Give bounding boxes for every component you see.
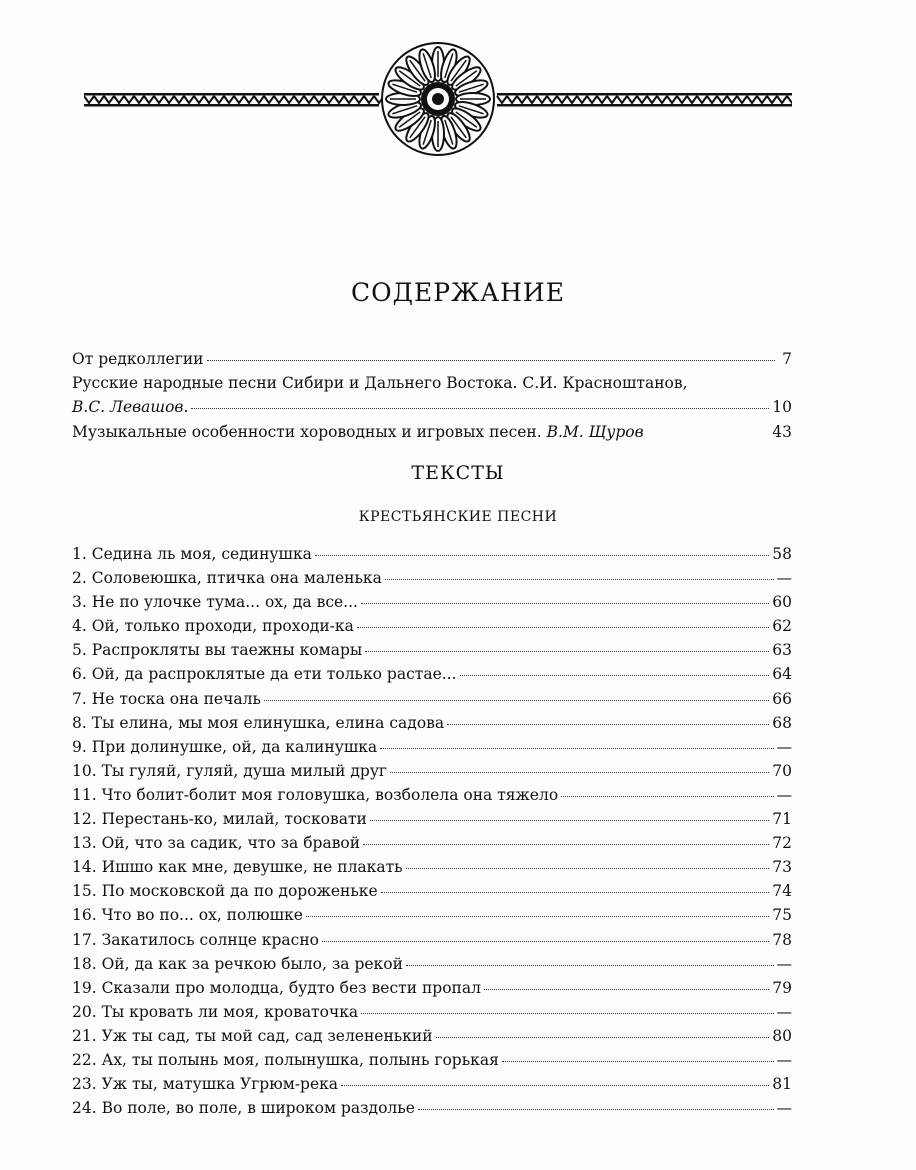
dot-leader: [306, 916, 769, 917]
song-title: 18. Ой, да как за речкою было, за рекой: [72, 954, 403, 973]
toc-entry-song: [72, 1075, 792, 1099]
page-number: 58: [772, 545, 792, 563]
song-title: 14. Ишшо как мне, девушке, не плакать: [72, 858, 403, 877]
toc-entry-editorial: От редколлегии 7: [72, 350, 792, 368]
author-name: С.И. Красноштанов,: [522, 374, 688, 393]
author-name: В.С. Левашов: [72, 398, 184, 417]
song-title: 8. Ты елина, мы моя елинушка, елина садова: [72, 713, 445, 732]
front-matter-list: [72, 350, 792, 447]
toc-entry-song: [72, 810, 792, 834]
page-number: 78: [772, 930, 792, 949]
song-title: 6. Ой, да распроклятые да ети только растае...: [72, 665, 457, 684]
song-title: 16. Что во по... ох, полюшке: [72, 906, 303, 925]
toc-entry-song: [72, 762, 792, 786]
toc-entry-folk-songs-cont: В.С. Левашов. 10: [72, 398, 792, 417]
song-title: 23. Уж ты, матушка Угрюм-река: [72, 1075, 339, 1094]
page-number: —: [776, 1002, 792, 1021]
page-number: 80: [772, 1026, 792, 1045]
dot-leader: [370, 820, 769, 821]
page-number: 63: [772, 641, 792, 660]
dot-leader: [385, 579, 774, 580]
dot-leader: [363, 844, 769, 845]
toc-entry-song: [72, 545, 792, 569]
page-number: —: [776, 569, 792, 588]
page-number: —: [776, 785, 792, 804]
dot-leader: [436, 1037, 770, 1038]
toc-entry-song: [72, 690, 792, 714]
dot-leader: [315, 555, 769, 556]
page-number: 71: [772, 810, 792, 829]
dot-leader: [361, 603, 769, 604]
toc-entry-song: [72, 858, 792, 882]
dot-leader: [357, 627, 769, 628]
author-name: В.М. Щуров: [546, 422, 644, 441]
page-number: 81: [772, 1075, 792, 1094]
dot-leader: [484, 989, 769, 990]
toc-entry-song: [72, 641, 792, 665]
toc-title: СОДЕРЖАНИЕ: [351, 278, 565, 307]
page-number: 68: [772, 713, 792, 732]
page-number: 73: [772, 858, 792, 877]
dot-leader: [390, 772, 769, 773]
dot-leader: [264, 700, 769, 701]
toc-entry-song: [72, 1051, 792, 1075]
dot-leader: [322, 941, 769, 942]
dot-leader: [406, 868, 770, 869]
page-number: 62: [772, 617, 792, 636]
page-number: 70: [772, 761, 792, 780]
toc-entry-song: [72, 665, 792, 689]
dot-leader: [502, 1061, 774, 1062]
toc-entry-song: [72, 714, 792, 738]
dot-leader: [380, 748, 773, 749]
song-title: 19. Сказали про молодца, будто без вести пропал: [72, 978, 481, 997]
song-title: 1. Седина ль моя, сединушка: [72, 545, 312, 563]
toc-entry-song: [72, 834, 792, 858]
toc-entry-folk-songs: Русские народные песни Сибири и Дальнего Востока. С.И. Красноштанов,: [72, 374, 688, 393]
song-title: 5. Распрокляты вы таежны комары: [72, 641, 363, 660]
toc-entry-song: [72, 1027, 792, 1051]
song-title: 22. Ах, ты полынь моя, полынушка, полынь горькая: [72, 1050, 499, 1069]
song-title: 13. Ой, что за садик, что за бравой: [72, 834, 361, 853]
song-title: 2. Соловеюшка, птичка она маленька: [72, 569, 382, 588]
songs-list: [72, 545, 792, 1123]
song-title: 12. Перестань-ко, милай, тосковати: [72, 810, 367, 829]
toc-entry-song: [72, 906, 792, 930]
song-title: 17. Закатилось солнце красно: [72, 930, 319, 949]
page-number: 7: [782, 350, 792, 368]
toc-entry-song: [72, 569, 792, 593]
dot-leader: [418, 1109, 774, 1110]
song-title: 9. При долинушке, ой, да калинушка: [72, 737, 378, 756]
page-number: —: [776, 737, 792, 756]
song-title: 11. Что болит-болит моя головушка, возболела она тяжело: [72, 785, 559, 804]
toc-entry-song: [72, 1003, 792, 1027]
toc-entry-song: [72, 882, 792, 906]
toc-entry-song: [72, 979, 792, 1003]
dot-leader: [447, 724, 769, 725]
song-title: 21. Уж ты сад, ты мой сад, сад зелененький: [72, 1026, 433, 1045]
page-number: 79: [772, 978, 792, 997]
page-number: 43: [772, 422, 792, 441]
subsection-title: КРЕСТЬЯНСКИЕ ПЕСНИ: [358, 509, 558, 525]
song-title: 3. Не по улочке тума... ох, да все...: [72, 593, 358, 612]
song-title: 10. Ты гуляй, гуляй, душа милый друг: [72, 761, 388, 780]
page-number: 10: [772, 398, 792, 417]
toc-entry-song: [72, 593, 792, 617]
page-number: —: [776, 1050, 792, 1069]
page-number: 66: [772, 689, 792, 708]
dot-leader: [406, 965, 774, 966]
dot-leader: [460, 675, 770, 676]
song-title: 7. Не тоска она печаль: [72, 689, 261, 708]
toc-entry-song: [72, 738, 792, 762]
toc-entry-song: [72, 786, 792, 810]
page-number: 64: [772, 665, 792, 684]
song-title: 20. Ты кровать ли моя, кроваточка: [72, 1002, 359, 1021]
dot-leader: [191, 408, 769, 409]
page-number: 75: [772, 906, 792, 925]
toc-entry-song: [72, 1099, 792, 1123]
dot-leader: [365, 651, 769, 652]
dot-leader: [381, 892, 770, 893]
toc-entry-song: [72, 955, 792, 979]
dot-leader: [561, 796, 773, 797]
song-title: 4. Ой, только проходи, проходи-ка: [72, 617, 354, 636]
song-title: 15. По московской да по дороженьке: [72, 882, 378, 901]
dot-leader: [207, 360, 775, 361]
dot-leader: [361, 1013, 773, 1014]
section-title: ТЕКСТЫ: [411, 462, 505, 484]
decorative-ornament-icon: [84, 40, 792, 158]
song-title: 24. Во поле, во поле, в широком раздолье: [72, 1099, 415, 1118]
toc-entry-song: [72, 617, 792, 641]
page-number: 74: [772, 882, 792, 901]
page-number: 60: [772, 593, 792, 612]
dot-leader: [341, 1085, 769, 1086]
page-number: 72: [772, 834, 792, 853]
page-number: —: [776, 1099, 792, 1118]
page-number: —: [776, 954, 792, 973]
toc-entry-musical-features: Музыкальные особенности хороводных и игровых песен. В.М. Щуров 43: [72, 422, 792, 441]
toc-entry-song: [72, 931, 792, 955]
